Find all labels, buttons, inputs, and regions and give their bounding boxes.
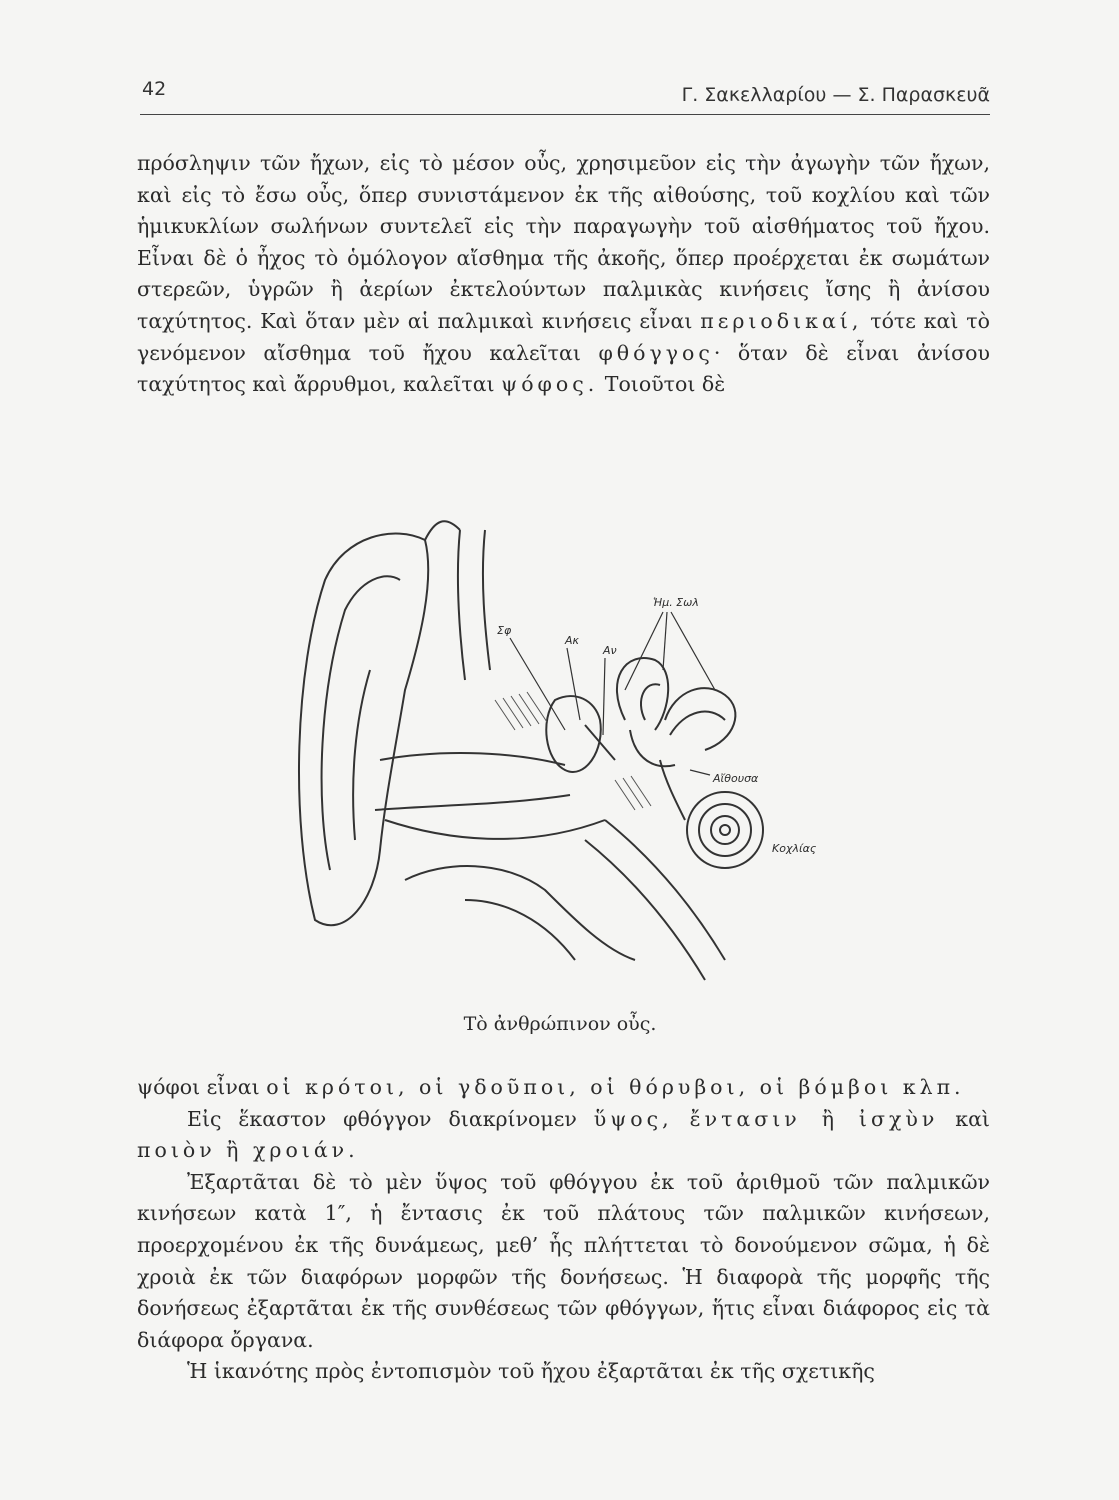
running-head: Γ. Σακελλαρίου — Σ. Παρασκευᾶ xyxy=(681,84,990,106)
text-segment: τότε καὶ τὸ γενόμενον αἴσθημα τοῦ ἤχου καλεῖται xyxy=(137,308,990,365)
localization-paragraph: Ἡ ἱκανότης πρὸς ἐντοπισμὸν τοῦ ἤχου ἐξαρτᾶται ἐκ τῆς σχετικῆς xyxy=(187,1359,875,1384)
paragraph-text xyxy=(137,148,990,401)
label-incus: Ακ xyxy=(565,634,580,647)
text-segment: ψόφοι εἶναι xyxy=(137,1075,260,1099)
term-noise: ψόφος. xyxy=(501,372,599,397)
page-header xyxy=(140,78,990,115)
text-segment: Τοιοῦτοι δὲ xyxy=(604,372,726,397)
label-vestibule: Αἴθουσα xyxy=(713,772,759,785)
term-quality: ποιὸν ἢ χροιάν. xyxy=(137,1138,359,1163)
noises-list: οἱ κρότοι, οἱ γδοῦποι, οἱ θόρυβοι, οἱ βόμβοι κλπ. xyxy=(266,1075,965,1099)
label-tympanum: Σφ xyxy=(497,624,512,637)
ear-anatomy-figure xyxy=(285,520,835,1010)
label-stapes: Αν xyxy=(603,644,617,657)
noises-line xyxy=(137,1072,990,1104)
ear-illustration xyxy=(285,520,835,1010)
text-segment: · ὅταν δὲ εἶναι ἀνίσου ταχύτητος καὶ ἄρρυθμοι, καλεῖται xyxy=(137,340,990,397)
term-intensity: ἔντασιν ἢ ἰσχὺν xyxy=(689,1106,939,1131)
paragraph-sound-properties xyxy=(137,1072,990,1388)
text-segment: πρόσληψιν τῶν ἤχων, εἰς τὸ μέσον οὖς, χρησιμεῦον εἰς τὴν ἀγωγὴν τῶν ἤχων, καὶ εἰς τὸ ἔσω οὖς, ὅπερ συνιστάμενον ἐκ τῆς αἰθούσης, τοῦ κοχλίου καὶ τῶν ἡμικυκλίων σωλήνων συντελεῖ εἰς τὴν παραγωγὴν τοῦ αἰσθήματος τοῦ ἤχου. Εἶναι δὲ ὁ ἦχος τὸ ὁμόλογον αἴσθημα τῆς ἀκοῆς, ὅπερ προέρχεται ἐκ σωμάτων στερεῶν, ὑγρῶν ἢ ἀερίων ἐκτελούντων παλμικὰς κινήσεις ἴσης ἢ ἀνίσου ταχύτητος. Καὶ ὅταν μὲν αἱ παλμικαὶ κινήσεις εἶναι xyxy=(137,151,990,333)
term-pitch: ὕψος, xyxy=(593,1106,673,1131)
text-segment: Εἰς ἕκαστον φθόγγον διακρίνομεν xyxy=(187,1106,577,1131)
dependencies-paragraph: Ἐξαρτᾶται δὲ τὸ μὲν ὕψος τοῦ φθόγγου ἐκ τοῦ ἀριθμοῦ τῶν παλμικῶν κινήσεων κατὰ 1″, ἡ ἔντασις ἐκ τοῦ πλάτους τῶν παλμικῶν κινήσεων, προερχομένου ἐκ τῆς δυνάμεως, μεθ’ ἧς πλήττεται τὸ δονούμενον σῶμα, ἡ δὲ χροιὰ ἐκ τῶν διαφόρων μορφῶν τῆς δονήσεως. Ἡ διαφορὰ τῆς μορφῆς τῆς δονήσεως ἐξαρτᾶται ἐκ τῆς συνθέσεως τῶν φθόγγων, ἥτις εἶναι διάφορος εἰς τὰ διάφορα ὄργανα. xyxy=(137,1169,990,1352)
label-cochlea: Κοχλίας xyxy=(772,842,817,855)
figure-caption: Τὸ ἀνθρώπινον οὖς. xyxy=(463,1013,657,1035)
paragraph-sound-definition xyxy=(137,148,990,401)
label-semicircular-canals: Ἡμ. Σωλ xyxy=(653,596,699,609)
properties-paragraph xyxy=(137,1104,990,1167)
text-segment: καὶ xyxy=(955,1106,990,1131)
term-periodic: περιοδικαί, xyxy=(700,308,863,333)
term-tone: φθόγγος xyxy=(598,340,714,365)
page-number: 42 xyxy=(142,78,167,100)
